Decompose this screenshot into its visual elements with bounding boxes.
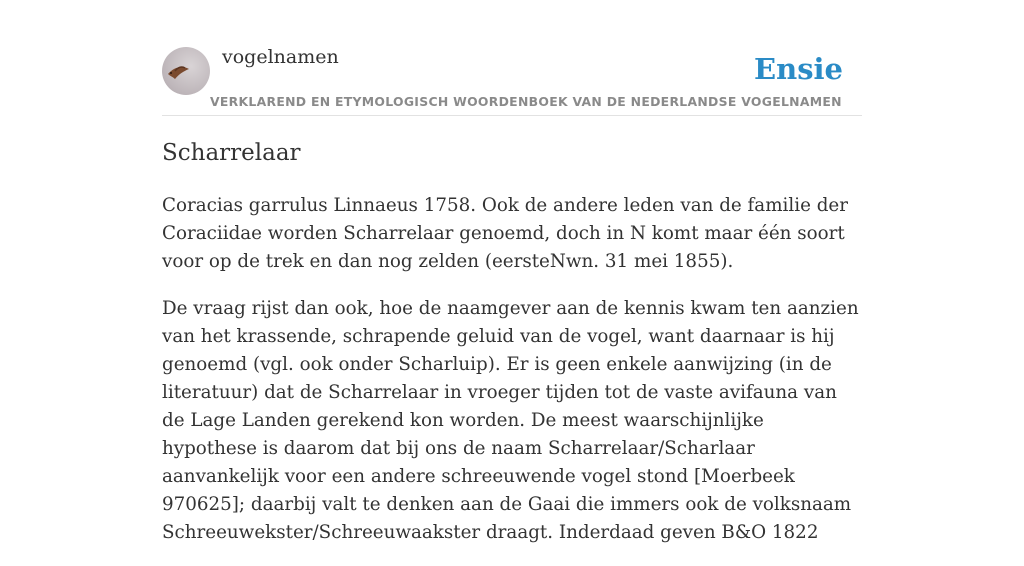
entry-title: Scharrelaar (162, 140, 301, 166)
site-name[interactable]: vogelnamen (222, 46, 339, 68)
site-subtitle: VERKLAREND EN ETYMOLOGISCH WOORDENBOEK VAN DE NEDERLANDSE VOGELNAMEN (210, 94, 842, 109)
entry-paragraph: Coracias garrulus Linnaeus 1758. Ook de andere leden van de familie der Coraciidae worden Scharrelaar genoemd, doch in N komt maar één soort voor op de trek en dan nog zelden (eersteNwn. 31 mei 1855). (162, 195, 848, 272)
bird-photo-icon (162, 47, 210, 95)
brand-logo[interactable]: Ensie (754, 52, 843, 86)
site-avatar[interactable] (162, 47, 210, 95)
entry-paragraph: De vraag rijst dan ook, hoe de naamgever aan de kennis kwam ten aanzien van het krassende, schrapende geluid van de vogel, want daarnaar is hij genoemd (vgl. ook onder Scharluip). Er is geen enkele aanwijzing (in de literatuur) dat de Scharrelaar in vroeger tijden tot de vaste avifauna van de Lage Landen gerekend kon worden. De meest waarschijnlijke hypothese is daarom dat bij ons de naam Scharrelaar/Scharlaar aanvankelijk voor een andere schreeuwende vogel stond [Moerbeek 970625]; daarbij valt te denken aan de Gaai die immers ook de volksnaam Schreeuwekster/Schreeuwaakster draagt. Inderdaad geven B&O 1822 (162, 298, 859, 543)
header-divider (162, 115, 862, 116)
entry-body (162, 192, 862, 566)
